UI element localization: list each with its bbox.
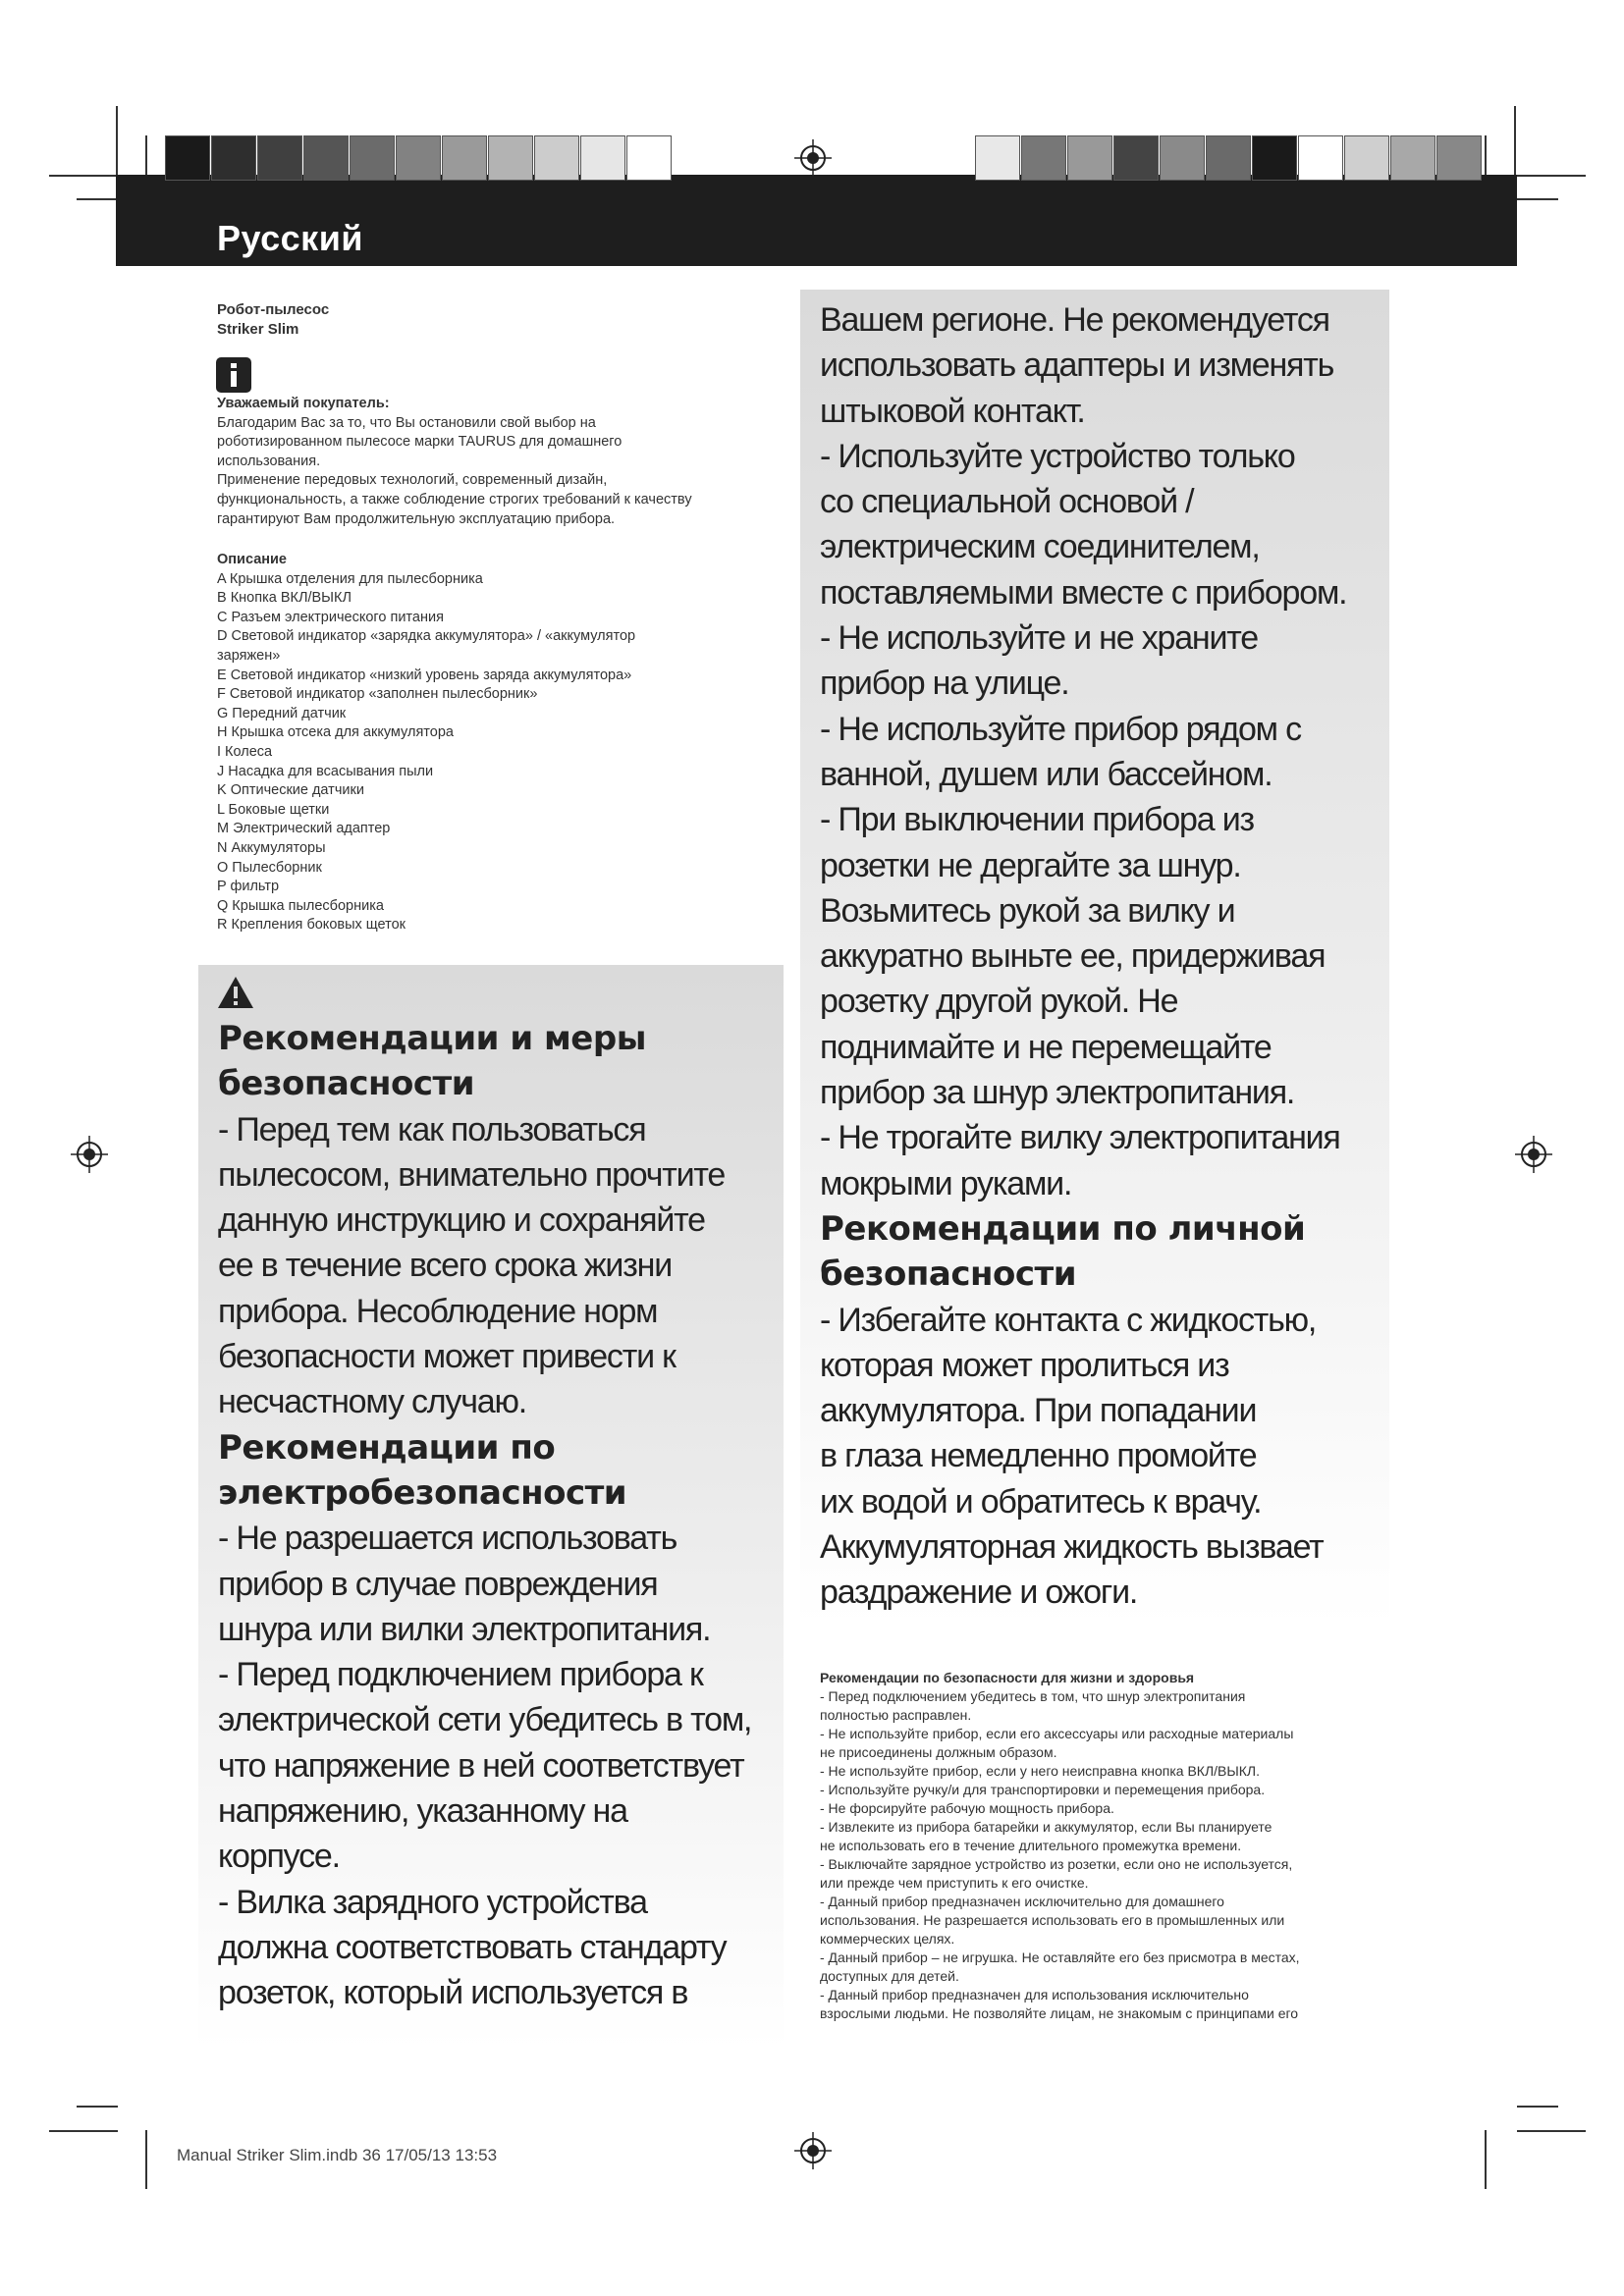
safety-text-line: напряжению, указанному на	[218, 1792, 627, 1831]
safety-text-line: поставляемыми вместе с прибором.	[820, 573, 1347, 612]
intro-line: функциональность, а также соблюдение строгих требований к качеству	[217, 491, 692, 507]
safety-text-line: ванной, душем или бассейном.	[820, 755, 1272, 793]
color-swatch	[303, 135, 349, 181]
safety-text-line: Возьмитесь рукой за вилку и	[820, 891, 1235, 930]
safety-heading: безопасности	[218, 1064, 475, 1104]
intro-line: использования.	[217, 453, 321, 469]
color-swatch	[1067, 135, 1112, 181]
health-text-line: использования. Не разрешается использовать его в промышленных или	[820, 1912, 1285, 1928]
product-heading	[217, 300, 329, 339]
color-swatch	[1113, 135, 1159, 181]
health-text-line: взрослыми людьми. Не позволяйте лицам, не знакомым с принципами его	[820, 2005, 1299, 2021]
electrical-safety-heading: Рекомендации по	[218, 1427, 556, 1468]
description-section	[217, 551, 786, 935]
safety-text-line: Аккумуляторная жидкость вызвает	[820, 1528, 1324, 1567]
safety-text-line: - Избегайте контакта с жидкостью,	[820, 1301, 1317, 1339]
health-text-line: не присоединены должным образом.	[820, 1744, 1057, 1760]
safety-text-line: - Не разрешается использовать	[218, 1520, 677, 1558]
safety-text-line: прибора. Несоблюдение норм	[218, 1292, 658, 1330]
safety-box-left	[198, 965, 784, 2050]
color-swatch	[1160, 135, 1205, 181]
health-text-line: доступных для детей.	[820, 1968, 959, 1984]
description-title: Описание	[217, 552, 287, 567]
health-text-line: - Данный прибор предназначен исключительно для домашнего	[820, 1894, 1224, 1909]
safety-text-line: - Перед подключением прибора к	[218, 1656, 703, 1694]
intro-line: Благодарим Вас за то, что Вы остановили свой выбор на	[217, 414, 596, 431]
health-text-line: - Не используйте прибор, если его аксессуары или расходные материалы	[820, 1726, 1294, 1741]
footer-print-info: Manual Striker Slim.indb 36 17/05/13 13:53	[177, 2146, 498, 2164]
description-item: M Электрический адаптер	[217, 821, 391, 837]
safety-text-line: корпусе.	[218, 1838, 340, 1876]
safety-text-line: мокрыми руками.	[820, 1164, 1072, 1202]
safety-text-line: что напряжение в ней соответствует	[218, 1746, 744, 1785]
safety-text-line: прибор в случае повреждения	[218, 1565, 658, 1603]
safety-text-line: электрической сети убедитесь в том,	[218, 1701, 752, 1739]
description-item: C Разъем электрического питания	[217, 609, 444, 625]
health-title: Рекомендации по безопасности для жизни и здоровья	[820, 1670, 1195, 1685]
color-swatch	[1298, 135, 1343, 181]
color-swatch	[580, 135, 625, 181]
color-swatch	[1436, 135, 1482, 181]
personal-safety-heading: Рекомендации по личной	[820, 1208, 1306, 1249]
description-item: I Колеса	[217, 743, 273, 760]
description-item: заряжен»	[217, 647, 281, 664]
language-title: Русский	[217, 218, 363, 258]
intro-line: роботизированном пылесосе марки TAURUS для домашнего	[217, 434, 623, 451]
safety-text-line: - Не используйте и не храните	[820, 619, 1258, 658]
color-swatches-left	[165, 135, 673, 181]
health-text-line: - Выключайте зарядное устройство из розетки, если оно не используется,	[820, 1856, 1293, 1872]
color-swatch	[488, 135, 533, 181]
health-text-line: - Данный прибор предназначен для использования исключительно	[820, 1987, 1249, 2002]
color-swatch	[1252, 135, 1297, 181]
warning-icon	[216, 975, 255, 1010]
safety-text-line: - Не трогайте вилку электропитания	[820, 1119, 1340, 1157]
greeting: Уважаемый покупатель:	[217, 396, 390, 411]
description-item: D Световой индикатор «зарядка аккумулятора» / «аккумулятор	[217, 628, 636, 645]
description-list	[217, 570, 786, 935]
safety-text-line: данную инструкцию и сохраняйте	[218, 1201, 705, 1240]
description-item: O Пылесборник	[217, 859, 322, 876]
intro-section	[217, 395, 786, 529]
safety-text-line: со специальной основой /	[820, 483, 1194, 521]
description-item: R Крепления боковых щеток	[217, 917, 406, 934]
safety-text-line: аккумулятора. При попадании	[820, 1392, 1257, 1430]
color-swatch	[626, 135, 672, 181]
personal-safety-heading: безопасности	[820, 1255, 1077, 1295]
health-text-line: - Не используйте прибор, если у него неисправна кнопка ВКЛ/ВЫКЛ.	[820, 1763, 1260, 1779]
electrical-safety-heading: электробезопасности	[218, 1472, 627, 1513]
color-swatch	[396, 135, 441, 181]
safety-text-line: прибор на улице.	[820, 665, 1069, 703]
color-swatches-right	[975, 135, 1483, 181]
safety-text-line: розеток, который используется в	[218, 1974, 688, 2012]
safety-text-line: поднимайте и не перемещайте	[820, 1028, 1272, 1066]
safety-text-line: электрическим соединителем,	[820, 528, 1260, 566]
color-swatch	[211, 135, 256, 181]
color-swatch	[350, 135, 395, 181]
safety-text-line: должна соответствовать стандарту	[218, 1928, 727, 1966]
safety-text-line: использовать адаптеры и изменять	[820, 347, 1334, 385]
safety-text-line: аккуратно выньте ее, придерживая	[820, 937, 1326, 976]
color-swatch	[534, 135, 579, 181]
health-text-line: - Извлеките из прибора батарейки и аккумулятор, если Вы планируете	[820, 1819, 1272, 1835]
color-swatch	[1390, 135, 1435, 181]
health-text-line: коммерческих целях.	[820, 1931, 955, 1947]
color-swatch	[975, 135, 1020, 181]
health-text-line: - Используйте ручку/и для транспортировки и перемещения прибора.	[820, 1782, 1266, 1797]
safety-text-line: розетку другой рукой. Не	[820, 983, 1178, 1021]
description-item: K Оптические датчики	[217, 782, 364, 799]
safety-text-line: розетки не дергайте за шнур.	[820, 846, 1241, 884]
description-item: A Крышка отделения для пылесборника	[217, 570, 483, 587]
product-model: Striker Slim	[217, 320, 299, 338]
description-item: B Кнопка ВКЛ/ВЫКЛ	[217, 590, 352, 607]
safety-box-right	[800, 290, 1389, 1627]
registration-mark-icon	[794, 2132, 832, 2169]
intro-line: гарантируют Вам продолжительную эксплуатацию прибора.	[217, 510, 616, 527]
safety-text-line: - Перед тем как пользоваться	[218, 1110, 646, 1148]
info-icon	[216, 357, 251, 393]
safety-text-line: раздражение и ожоги.	[820, 1574, 1138, 1612]
safety-text-line: в глаза немедленно промойте	[820, 1437, 1257, 1475]
registration-mark-icon	[794, 139, 832, 177]
description-item: E Световой индикатор «низкий уровень заряда аккумулятора»	[217, 667, 632, 683]
color-swatch	[257, 135, 302, 181]
description-item: L Боковые щетки	[217, 801, 330, 818]
health-text-line: - Перед подключением убедитесь в том, что шнур электропитания	[820, 1688, 1246, 1704]
health-text-line: не использовать его в течение длительного промежутка времени.	[820, 1838, 1242, 1853]
safety-text-line: Вашем регионе. Не рекомендуется	[820, 301, 1329, 339]
safety-heading: Рекомендации и меры	[218, 1019, 646, 1058]
safety-text-line: штыковой контакт.	[820, 392, 1085, 430]
health-text-line: или прежде чем приступить к его очистке.	[820, 1875, 1089, 1891]
health-text-line: полностью расправлен.	[820, 1707, 972, 1723]
description-item: G Передний датчик	[217, 705, 347, 721]
safety-text-line: которая может пролиться из	[820, 1346, 1229, 1384]
safety-text-line: несчастному случаю.	[218, 1383, 526, 1421]
color-swatch	[1344, 135, 1389, 181]
description-item: P фильтр	[217, 879, 280, 895]
safety-text-line: - Не используйте прибор рядом с	[820, 710, 1301, 748]
description-item: H Крышка отсека для аккумулятора	[217, 724, 454, 741]
safety-text-line: шнура или вилки электропитания.	[218, 1610, 711, 1648]
color-swatch	[1206, 135, 1251, 181]
safety-text-line: ее в течение всего срока жизни	[218, 1247, 672, 1285]
health-section	[820, 1669, 1409, 2023]
safety-text-line: их водой и обратитесь к врачу.	[820, 1482, 1262, 1521]
color-swatch	[442, 135, 487, 181]
registration-mark-icon	[71, 1136, 108, 1173]
description-item: J Насадка для всасывания пыли	[217, 763, 434, 779]
health-text-line: - Данный прибор – не игрушка. Не оставляйте его без присмотра в местах,	[820, 1949, 1300, 1965]
description-item: Q Крышка пылесборника	[217, 897, 384, 914]
safety-text-line: безопасности может привести к	[218, 1338, 676, 1376]
safety-text-line: - Вилка зарядного устройства	[218, 1883, 647, 1921]
safety-text-line: - Используйте устройство только	[820, 437, 1295, 475]
description-item: N Аккумуляторы	[217, 839, 326, 856]
product-name: Робот-пылесос	[217, 301, 330, 318]
safety-text-line: - При выключении прибора из	[820, 801, 1254, 839]
registration-mark-icon	[1515, 1136, 1552, 1173]
color-swatch	[165, 135, 210, 181]
health-text-line: - Не форсируйте рабочую мощность прибора.	[820, 1800, 1114, 1816]
color-swatch	[1021, 135, 1066, 181]
intro-line: Применение передовых технологий, современный дизайн,	[217, 472, 608, 489]
safety-text-line: пылесосом, внимательно прочтите	[218, 1155, 726, 1194]
description-item: F Световой индикатор «заполнен пылесборник»	[217, 686, 538, 703]
safety-text-line: прибор за шнур электропитания.	[820, 1074, 1295, 1112]
